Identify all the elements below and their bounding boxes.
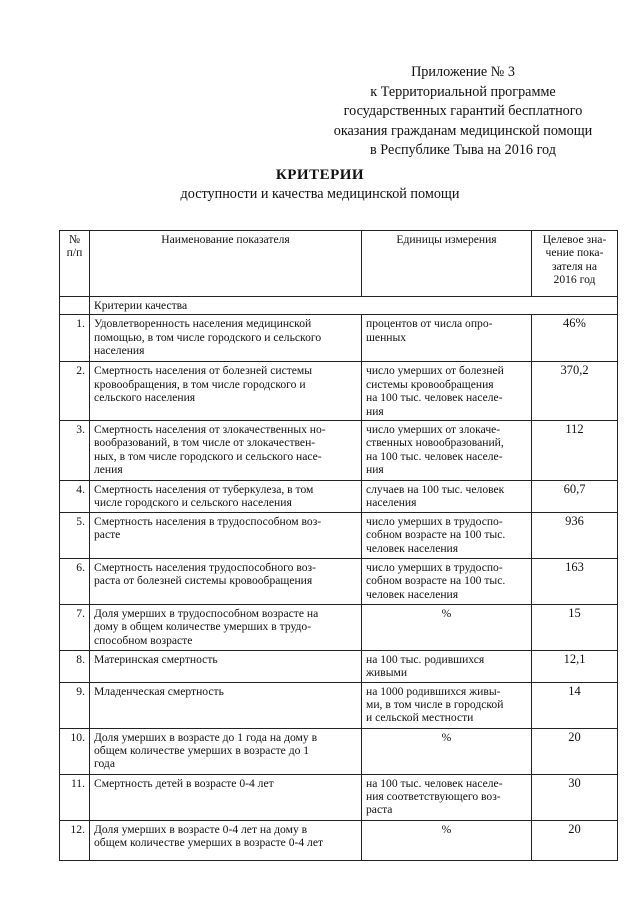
indicator-name-line: Младенческая смертность [94,684,224,698]
row-unit [362,774,532,820]
appendix-line: оказания гражданам медицинской помощи [333,122,593,139]
indicator-name-line: ных, в том числе городского и сельского насе- [94,449,322,463]
unit-line: ми, в том числе в городской [366,698,504,712]
indicator-name-line: Удовлетворенность населения медицинской [94,317,312,331]
table-row [60,682,618,728]
row-indicator-name [90,558,362,604]
row-indicator-name [90,682,362,728]
appendix-line: государственных гарантий бесплатного [343,103,583,119]
unit-line: процентов от числа опро- [366,317,493,331]
row-target-value: 14 [532,682,618,728]
row-unit [362,558,532,604]
header-num-line: № [68,233,81,246]
row-unit [362,481,532,513]
row-target-value: 15 [532,604,618,650]
table-row [60,820,618,860]
row-number: 11. [60,774,90,820]
header-target-line: зателя на [551,259,597,273]
section-row [60,297,618,315]
indicator-name-line: сельского населения [94,391,196,405]
unit-line: случаев на 100 тыс. человек [366,483,505,497]
unit-line: на 100 тыс. родившихся [366,652,485,666]
row-target-value: 163 [532,558,618,604]
row-indicator-name [90,362,362,421]
unit-line: ственных новообразований, [366,436,504,450]
indicator-name-line: Доля умерших в возрасте 0-4 лет на дому в [94,822,308,836]
row-target-value: 30 [532,774,618,820]
unit-line: число умерших в трудоспо- [366,560,503,574]
unit-line: % [441,822,452,836]
row-unit [362,650,532,682]
table-row [60,315,618,362]
row-indicator-name [90,774,362,820]
row-number: 7. [60,604,90,650]
unit-line: системы кровообращения [366,377,494,391]
indicator-name-line: населения [94,344,145,358]
indicator-name-line: дому в общем количестве умерших в трудо- [94,620,312,634]
row-number: 2. [60,362,90,421]
indicator-name-line: Материнская смертность [94,652,218,666]
unit-line: живыми [366,666,408,680]
indicator-name-line: Смертность населения от болезней системы [94,364,313,378]
table-row [60,604,618,650]
document-subtitle: доступности и качества медицинской помощи [180,186,460,202]
unit-line: на 100 тыс. человек населе- [366,391,503,405]
row-target-value: 370,2 [532,362,618,421]
indicator-name-line: Смертность населения от злокачественных но- [94,423,326,437]
indicator-name-line: помощью, в том числе городского и сельского [94,330,322,344]
unit-line: раста [366,803,393,817]
row-number: 1. [60,315,90,362]
row-number: 6. [60,558,90,604]
unit-line: ния [366,404,384,418]
unit-line: собном возрасте на 100 тыс. [366,528,506,542]
row-indicator-name [90,728,362,774]
indicator-name-line: общем количестве умерших в возрасте 0-4 лет [94,836,324,850]
unit-line: число умерших в трудоспо- [366,514,503,528]
row-unit [362,820,532,860]
row-number: 3. [60,421,90,481]
indicator-name-line: года [94,757,115,771]
row-target-value: 12,1 [532,650,618,682]
indicator-name-line: общем количестве умерших в возрасте до 1 [94,744,310,758]
unit-line: на 1000 родившихся живы- [366,684,501,698]
appendix-line: Приложение № 3 [411,64,515,80]
row-target-value: 60,7 [532,481,618,513]
unit-line: шенных [366,330,407,344]
unit-line: ния [366,463,384,477]
row-target-value: 46% [532,315,618,362]
row-unit [362,512,532,558]
indicator-name-line: Смертность населения от туберкулеза, в том [94,483,314,497]
row-target-value: 20 [532,728,618,774]
table-row [60,558,618,604]
criteria-table [59,230,618,861]
table-row [60,728,618,774]
indicator-name-line: вообразований, в том числе от злокачествен- [94,436,316,450]
appendix-line: в Республике Тыва на 2016 год [370,142,556,158]
header-num [60,231,90,297]
table-row [60,421,618,481]
indicator-name-line: расте [94,528,121,542]
indicator-name-line: числе городского и сельского населения [94,496,292,510]
table-row [60,481,618,513]
section-title: Критерии качества [90,297,618,315]
row-unit [362,362,532,421]
row-indicator-name [90,820,362,860]
row-number: 12. [60,820,90,860]
row-indicator-name [90,512,362,558]
row-indicator-name [90,650,362,682]
row-unit [362,421,532,481]
unit-line: число умерших от болезней [366,364,504,378]
header-name: Наименование показателя [90,231,362,297]
section-num-cell [60,297,90,315]
row-indicator-name [90,421,362,481]
header-target-line: Целевое зна- [542,233,607,246]
table-header-row [60,231,618,297]
unit-line: число умерших от злокаче- [366,423,501,437]
appendix-block [318,63,608,161]
row-number: 10. [60,728,90,774]
row-indicator-name [90,481,362,513]
row-number: 4. [60,481,90,513]
row-indicator-name [90,604,362,650]
indicator-name-line: Доля умерших в трудоспособном возрасте на [94,606,319,620]
document-title: КРИТЕРИИ [275,167,365,183]
indicator-name-line: Смертность населения в трудоспособном воз- [94,514,322,528]
table-row [60,362,618,421]
unit-line: и сельской местности [366,711,474,725]
row-number: 8. [60,650,90,682]
row-target-value: 112 [532,421,618,481]
indicator-name-line: Смертность населения трудоспособного воз- [94,560,316,574]
row-target-value: 936 [532,512,618,558]
indicator-name-line: Доля умерших в возрасте до 1 года на дому в [94,730,318,744]
unit-line: человек населения [366,587,459,601]
indicator-name-line: способном возрасте [94,633,193,647]
table-row [60,512,618,558]
indicator-name-line: Смертность детей в возрасте 0-4 лет [94,776,274,790]
row-unit [362,728,532,774]
table-row [60,774,618,820]
header-unit: Единицы измерения [362,231,532,297]
indicator-name-line: раста от болезней системы кровообращения [94,574,313,588]
header-target [532,231,618,297]
unit-line: % [441,606,452,620]
unit-line: % [441,730,452,744]
row-unit [362,682,532,728]
indicator-name-line: ления [94,463,123,477]
unit-line: собном возрасте на 100 тыс. [366,574,506,588]
row-indicator-name [90,315,362,362]
row-number: 9. [60,682,90,728]
header-target-line: 2016 год [553,273,596,287]
indicator-name-line: кровообращения, в том числе городского и [94,377,306,391]
header-num-line: п/п [66,246,83,260]
unit-line: населения [366,496,417,510]
unit-line: ния соответствующего воз- [366,790,501,804]
row-target-value: 20 [532,820,618,860]
header-target-line: чение пока- [545,246,604,260]
appendix-line: к Территориальной программе [370,83,556,100]
unit-line: человек населения [366,541,459,555]
row-unit [362,315,532,362]
unit-line: на 100 тыс. человек населе- [366,449,503,463]
row-number: 5. [60,512,90,558]
unit-line: на 100 тыс. человек населе- [366,776,503,790]
table-row [60,650,618,682]
row-unit [362,604,532,650]
